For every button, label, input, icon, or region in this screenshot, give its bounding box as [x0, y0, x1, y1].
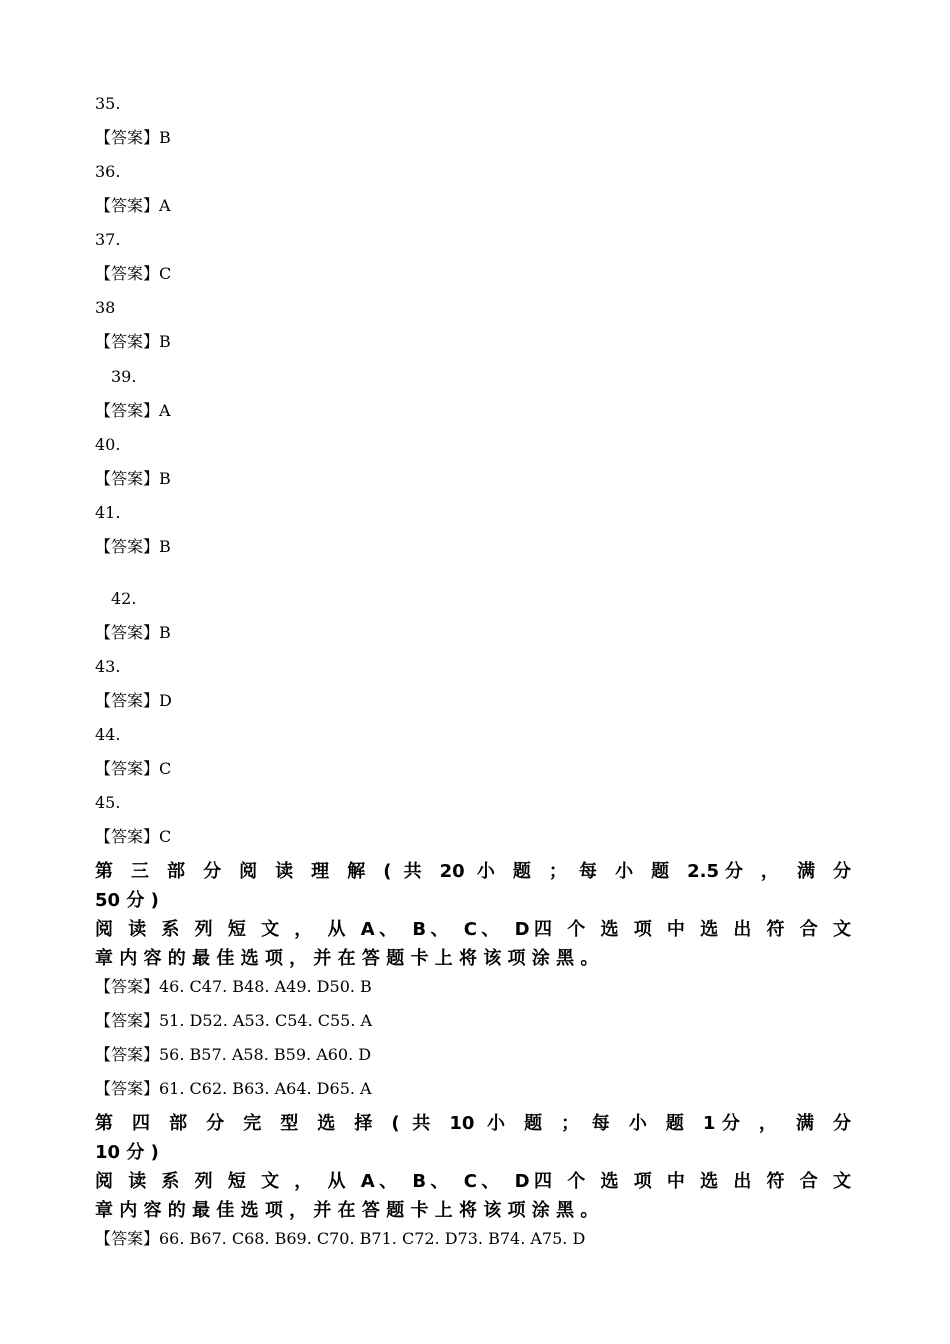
- part4-title: 第 四 部 分 完 型 选 择 ( 共 10 小 题 ； 每 小 题 1分 ， 满 分: [95, 1113, 851, 1134]
- question-number: 36.: [95, 162, 121, 181]
- answer-line: 【答案】D: [95, 691, 172, 710]
- question-number: 37.: [95, 230, 121, 249]
- answer-line: 【答案】56. B57. A58. B59. A60. D: [95, 1045, 372, 1064]
- answer-line: 【答案】51. D52. A53. C54. C55. A: [95, 1011, 373, 1030]
- part4-title-cont: 10 分 ): [95, 1142, 159, 1163]
- question-number: 38: [95, 298, 116, 317]
- answer-line: 【答案】B: [95, 623, 171, 642]
- question-number: 41.: [95, 503, 121, 522]
- part3-title-cont: 50 分 ): [95, 890, 159, 911]
- answer-line: 【答案】B: [95, 128, 171, 147]
- question-number: 42.: [111, 589, 137, 608]
- answer-line: 【答案】B: [95, 332, 171, 351]
- answer-line: 【答案】C: [95, 264, 172, 283]
- question-number: 45.: [95, 793, 121, 812]
- answer-line: 【答案】61. C62. B63. A64. D65. A: [95, 1079, 372, 1098]
- answer-line: 【答案】46. C47. B48. A49. D50. B: [95, 977, 372, 996]
- answer-line: 【答案】A: [95, 196, 171, 215]
- part3-instructions-cont: 章 内 容 的 最 佳 选 项 ， 并 在 答 题 卡 上 将 该 项 涂 黑 。: [95, 948, 599, 969]
- question-number: 39.: [111, 367, 137, 386]
- answer-line: 【答案】66. B67. C68. B69. C70. B71. C72. D73. B74. A75. D: [95, 1229, 586, 1248]
- answer-line: 【答案】B: [95, 469, 171, 488]
- answer-line: 【答案】C: [95, 759, 172, 778]
- part4-instructions-cont: 章 内 容 的 最 佳 选 项 ， 并 在 答 题 卡 上 将 该 项 涂 黑 。: [95, 1200, 599, 1221]
- part4-instructions: 阅 读 系 列 短 文 ， 从 A、 B、 C、 D四 个 选 项 中 选 出 符 合 文: [95, 1171, 851, 1192]
- question-number: 40.: [95, 435, 121, 454]
- answer-line: 【答案】A: [95, 401, 171, 420]
- answer-line: 【答案】C: [95, 827, 172, 846]
- question-number: 43.: [95, 657, 121, 676]
- question-number: 44.: [95, 725, 121, 744]
- part3-instructions: 阅 读 系 列 短 文 ， 从 A、 B、 C、 D四 个 选 项 中 选 出 符 合 文: [95, 919, 851, 940]
- question-number: 35.: [95, 94, 121, 113]
- answer-line: 【答案】B: [95, 537, 171, 556]
- part3-title: 第 三 部 分 阅 读 理 解 ( 共 20 小 题 ； 每 小 题 2.5分 ， 满 分: [95, 861, 851, 882]
